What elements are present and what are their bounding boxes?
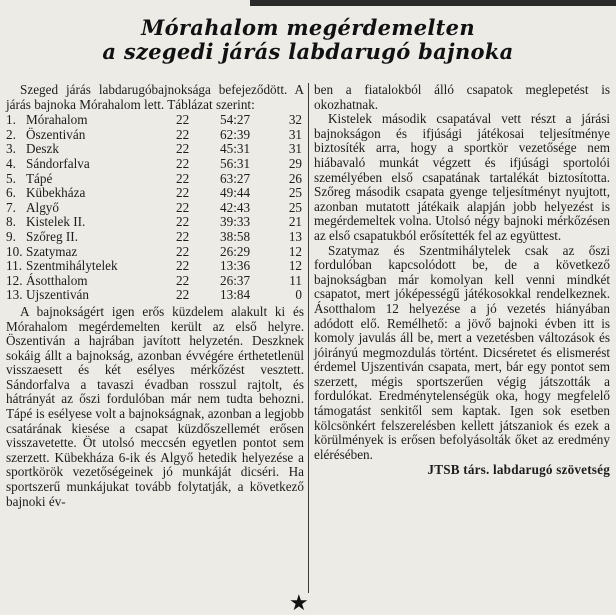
standings-points: 21 [288,214,302,230]
standings-points: 12 [288,243,302,259]
standings-points: 25 [288,199,302,215]
standings-team: Ujszentiván [26,287,89,303]
standings-played: 22 [176,112,190,128]
standings-row [6,274,302,289]
standings-team: Sándorfalva [26,155,90,171]
standings-row [6,186,302,201]
standings-rank: 5. [6,170,16,186]
standings-points: 12 [288,258,302,274]
standings-score: 13:36 [220,258,251,274]
standings-score: 49:44 [220,185,251,201]
standings-rank: 12. [6,272,23,288]
standings-team: Öszentiván [26,126,86,142]
standings-team: Ásotthalom [26,272,88,288]
standings-rank: 8. [6,214,16,230]
intro-paragraph: Szeged járás labdarugóbajnoksága befejeződött. A járás bajnoka Mórahalom lett. Táblázat szerint: [6,82,304,112]
standings-row [6,172,302,187]
standings-rank: 1. [6,112,16,128]
standings-team: Deszk [26,141,59,157]
body-left-paragraph: A bajnokságért igen erős küzdelem alakult ki és Mórahalom megérdemelten került az első helyre. Öszentiván a hajrában javított helyzetén. Deszknek sokáig állt a bajnokság, azonban évvégére érthetetlenül visszaesett és két esélyes mérkőzést vesztett. Sándorfalva a tavaszi évadban rosszul rajtolt, és hátrányát az őszi fordulóban már nem tudta behozni. Tápé is esélyese volt a bajnokságnak, azonban a legjobb csatárának kiesése a csapat küzdőszellemét erősen visszavetette. Öt utolsó meccsén egyetlen pontot sem szerzett. Kübekháza 6-ik és Algyő hetedik helyezése a sportkörök vezetőségeinek jó munkáját dicséri. Ha sportszerű munkájukat tovább folytatják, a következő bajnoki év- [6,303,304,509]
standings-rank: 3. [6,141,16,157]
standings-points: 31 [288,126,302,142]
standings-played: 22 [176,272,190,288]
standings-played: 22 [176,126,190,142]
standings-row [6,288,302,303]
standings-points: 0 [295,287,302,303]
standings-played: 22 [176,155,190,171]
top-rule [250,0,616,6]
standings-team: Szőreg II. [26,228,78,244]
standings-rank: 6. [6,185,16,201]
standings-rank: 7. [6,199,16,215]
standings-table [6,113,302,303]
standings-score: 13:84 [220,287,251,303]
standings-score: 42:43 [220,199,251,215]
headline [0,16,616,64]
standings-played: 22 [176,243,190,259]
standings-team: Kübekháza [26,185,86,201]
standings-played: 22 [176,170,190,186]
standings-score: 62:39 [220,126,251,142]
standings-rank: 2. [6,126,16,142]
article-column-right [314,83,610,478]
standings-points: 13 [288,228,302,244]
standings-score: 45:31 [220,141,251,157]
article-column-left [6,83,304,509]
standings-rank: 11. [6,258,22,274]
standings-rank: 4. [6,155,16,171]
standings-points: 26 [288,170,302,186]
standings-points: 31 [288,141,302,157]
standings-played: 22 [176,228,190,244]
standings-row [6,157,302,172]
standings-score: 39:33 [220,214,251,230]
standings-team: Kistelek II. [26,214,86,230]
standings-points: 25 [288,185,302,201]
star-ornament-icon: ★ [289,590,309,615]
standings-played: 22 [176,258,190,274]
standings-team: Tápé [26,170,53,186]
standings-points: 29 [288,155,302,171]
body-right-paragraph-3: Szatymaz és Szentmihálytelek csak az őszi fordulóban kapcsolódott be, de a következő bajnokságban már komolyan kell venni mindkét csapatot, mert jóképességű játékosokkal rendelkeznek. Ásotthalom 12 helyezése a jó vezetés hiányában adódott elő. Remélhető: a jövő bajnoki évben itt is komoly javulás áll be, mert a vezetésben változások és jóirányú megmozdulás történt. Dicséretet és elismerést érdemel Ujszentiván csapata, mert, bár egy pontot sem szerzett, mégis sportszerűen végig játszották a fordulókat. Eredménytelenségük oka, hogy megfelelő támogatást senkitől sem kaptak. Igen sok esetben kölcsönkért felszerelésben kellett játszaniok és ezek a körülmények is erősen befolyásolták őket az eredmény elérésében. [314,242,610,462]
standings-team: Algyő [26,199,59,215]
standings-played: 22 [176,185,190,201]
standings-row [6,230,302,245]
column-divider [308,83,309,593]
standings-row [6,113,302,128]
standings-score: 38:58 [220,228,251,244]
standings-row [6,215,302,230]
signature: JTSB társ. labdarugó szövetség [427,462,610,478]
standings-score: 56:31 [220,155,251,171]
standings-rank: 10. [6,243,23,259]
standings-row [6,142,302,157]
standings-points: 32 [288,112,302,128]
standings-points: 11 [289,272,302,288]
standings-score: 63:27 [220,170,251,186]
headline-line-1: Mórahalom megérdemelten [141,15,475,40]
headline-line-2: a szegedi járás labdarugó bajnoka [102,39,514,64]
standings-rank: 9. [6,228,16,244]
standings-team: Szatymaz [26,243,78,259]
standings-row [6,259,302,274]
standings-row [6,128,302,143]
standings-row [6,201,302,216]
standings-score: 26:29 [220,243,251,259]
body-right-paragraph-1: ben a fiatalokból álló csapatok meglepetést is okozhatnak. [314,82,610,112]
standings-score: 26:37 [220,272,251,288]
standings-team: Mórahalom [26,112,88,128]
standings-played: 22 [176,141,190,157]
standings-score: 54:27 [220,112,251,128]
standings-rank: 13. [6,287,23,303]
standings-team: Szentmihálytelek [26,258,118,274]
standings-played: 22 [176,287,190,303]
standings-played: 22 [176,214,190,230]
standings-row [6,245,302,260]
standings-played: 22 [176,199,190,215]
body-right-paragraph-2: Kistelek második csapatával vett részt a járási bajnokságon és ifjúsági játékosai teljesítménye biztosíték arra, hogy a sportkör vezetősége nem hiábavaló munkát végzett és ifjúsági sportolói személyében első csapatának tartalékát biztosította. Szőreg második csapata gyenge teljesítményt nyujtott, azonban mutatott játékaik alapján jobb helyezést is megérdemeltek volna. Utolsó négy bajnoki mérkőzésen az első csapatukból erősítették fel az együttest. [314,111,610,243]
